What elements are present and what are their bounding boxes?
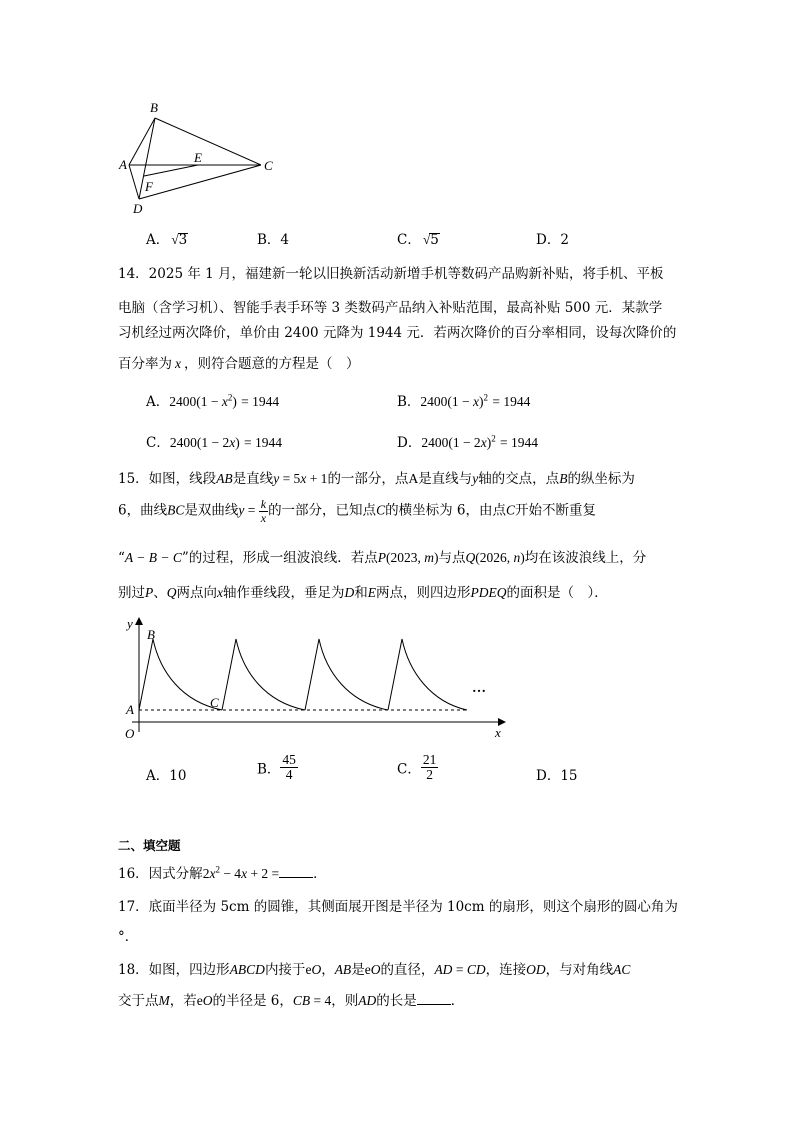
segment-bc [155, 118, 261, 165]
q17-line-1: 17．底面半径为 5cm 的圆锥，其侧面展开图是半径为 10cm 的扇形，则这个扇形的圆心角为 [118, 899, 678, 915]
q15-line-1: 15．如图，线段AB是直线y = 5x + 1的一部分，点A是直线与y轴的交点，点B的纵坐标为 [118, 471, 635, 487]
q15-line-3: “A − B − C”的过程，形成一组波浪线．若点P(2023, m)与点Q(2026, n)均在该波浪线上，分 [118, 550, 647, 566]
answer-blank[interactable] [417, 992, 451, 1005]
answer-blank[interactable] [279, 865, 313, 878]
q13-option-a[interactable]: A． √3 [146, 232, 188, 248]
label-c: C [264, 158, 273, 173]
label-c: C [210, 695, 219, 710]
label-b: B [147, 627, 155, 642]
wave-3 [305, 639, 388, 710]
label-d: D [133, 201, 143, 216]
q14-line-1: 14．2025 年 1 月，福建新一轮以旧换新活动新增手机等数码产品购新补贴，将手机、平板 [118, 266, 664, 282]
q14-option-b[interactable]: B．$2400(1 - x)^2 = 1944$ [397, 392, 531, 410]
q14-option-d[interactable]: D．$2400(1 - 2x)^2 = 1944$ [397, 433, 538, 451]
wave-4 [388, 639, 467, 710]
q13-option-d[interactable]: D．2 [536, 232, 569, 248]
label-o: O [125, 726, 135, 741]
q15-option-d[interactable]: D．15 [536, 768, 578, 784]
label-b: B [150, 100, 158, 115]
wave-figure [112, 612, 512, 742]
label-a: A [126, 702, 134, 717]
label-e: E [194, 150, 202, 165]
triangle-figure [110, 95, 290, 220]
segment-ba [129, 118, 155, 165]
q15-option-c[interactable]: C． $\frac{21}{2}$ [397, 752, 437, 783]
q15-option-a[interactable]: A．10 [146, 768, 187, 784]
q15-line-2: 6，曲线BC是双曲线y = $\frac{k}{x}$ 的一部分，已知点C的横坐标为 6，由点C开始不断重复 [118, 497, 596, 525]
ellipsis: … [472, 681, 486, 696]
q14-option-a[interactable]: A．$2400(1 - x^2) = 1944$ [146, 392, 280, 410]
q13-option-c[interactable]: C． √5 [397, 232, 439, 248]
segment-dc [139, 165, 261, 199]
label-x: x [495, 725, 501, 740]
label-f: F [145, 179, 153, 194]
q13-option-b[interactable]: B．4 [257, 232, 290, 248]
q15-option-b[interactable]: B． $\frac{45}{4}$ [257, 752, 296, 783]
q17-line-2: °． [118, 929, 139, 945]
q14-line-3: 习机经过两次降价，单价由 2400 元降为 1944 元．若两次降价的百分率相同，设每次降价的 [118, 325, 677, 341]
q14-line-4: 百分率为 x ，则符合题意的方程是（ ） [118, 356, 360, 372]
segment-ad [129, 165, 139, 199]
q15-line-4: 别过P、Q两点向x轴作垂线段，垂足为D和E两点，则四边形PDEQ的面积是（ ）． [118, 585, 608, 601]
label-a: A [119, 157, 127, 172]
section-title: 二、填空题 [118, 838, 181, 853]
q14-line-2: 电脑（含学习机）、智能手表手环等 3 类数码产品纳入补贴范围，最高补贴 500 元．某款学 [118, 300, 663, 316]
q14-option-c[interactable]: C．2400(1 − 2x) = 1944 [146, 435, 282, 451]
q16: 16．因式分解$2x^2 - 4x + 2$ = ． [118, 864, 327, 882]
q18-line-2: 交于点M，若eO的半径是 6，CB = 4，则AD的长是 ． [118, 993, 465, 1009]
label-y: y [127, 616, 133, 631]
q18-line-1: 18．如图，四边形ABCD内接于eO，AB是eO的直径，AD = CD，连接OD，与对角线AC [118, 962, 631, 978]
segment-fe [144, 165, 198, 176]
wave-2 [222, 639, 305, 710]
